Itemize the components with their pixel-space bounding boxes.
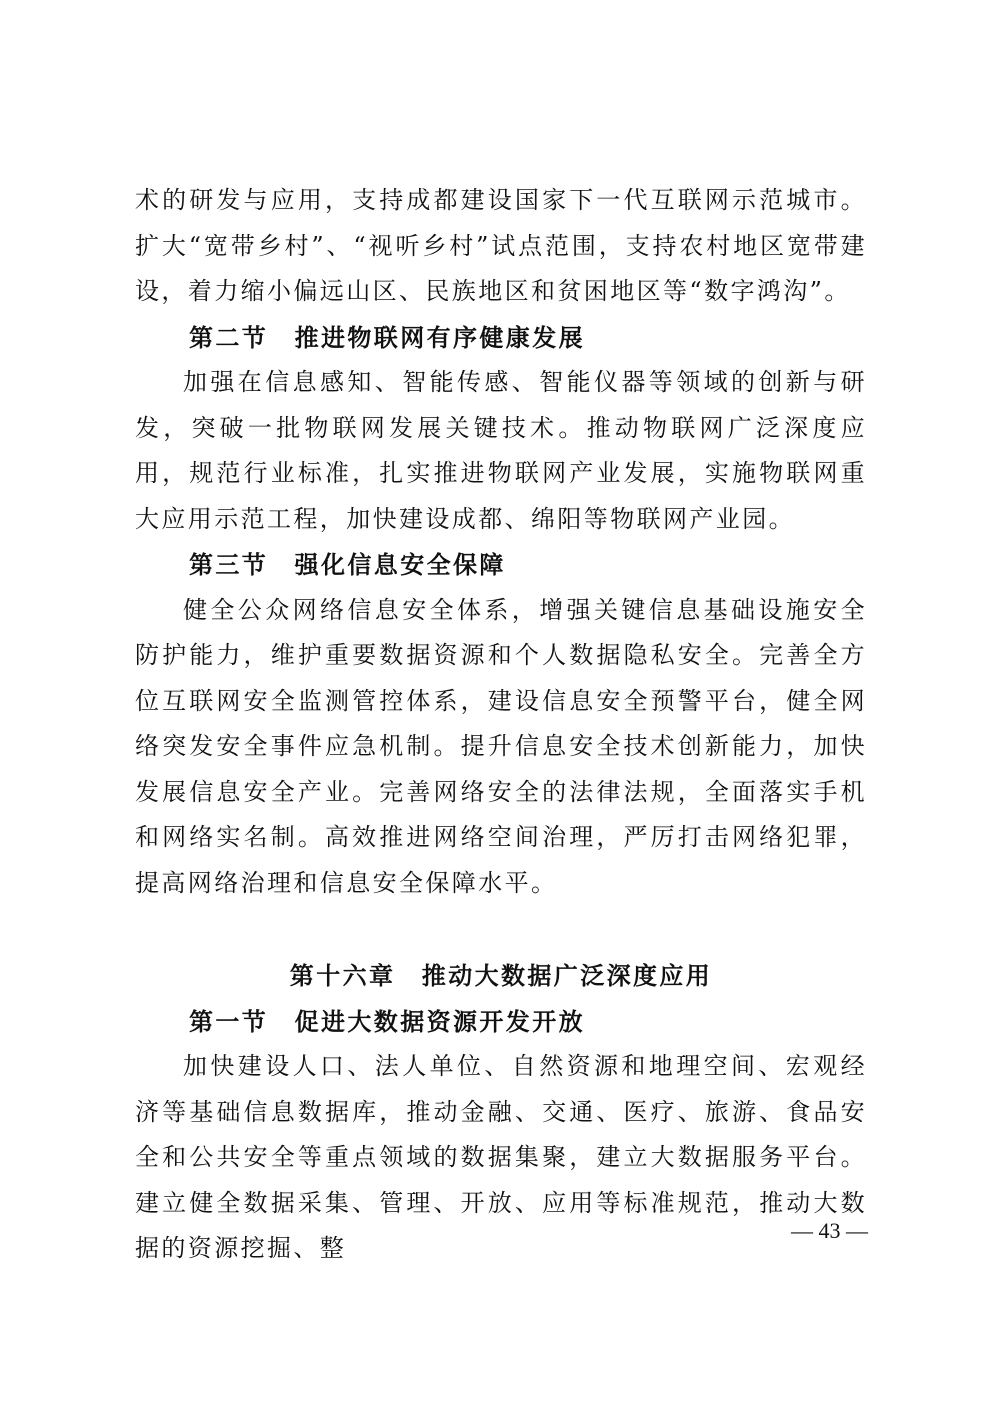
page-body bbox=[135, 178, 867, 1272]
chapter-heading: 第十六章 推动大数据广泛深度应用 bbox=[289, 961, 713, 990]
section-heading: 第三节 强化信息安全保障 bbox=[189, 550, 506, 579]
page-number: — 43 — bbox=[791, 1218, 868, 1243]
body-paragraph: 术的研发与应用，支持成都建设国家下一代互联网示范城市。扩大“宽带乡村”、“视听乡村”试点范围，支持农村地区宽带建设，着力缩小偏远山区、民族地区和贫困地区等“数字鸿沟”。 bbox=[135, 186, 867, 305]
section-heading: 第一节 促进大数据资源开发开放 bbox=[189, 1006, 585, 1036]
section-heading: 第二节 推进物联网有序健康发展 bbox=[189, 322, 585, 352]
body-paragraph: 健全公众网络信息安全体系，增强关键信息基础设施安全防护能力，维护重要数据资源和个人数据隐私安全。完善全方位互联网安全监测管控体系，建设信息安全预警平台，健全网络突发安全事件应急机制。提升信息安全技术创新能力，加快发展信息安全产业。完善网络安全的法律法规，全面落实手机和网络实名制。高效推进网络空间治理，严厉打击网络犯罪，提高网络治理和信息安全保障水平。 bbox=[135, 595, 867, 897]
body-paragraph: 加强在信息感知、智能传感、智能仪器等领域的创新与研发，突破一批物联网发展关键技术。推动物联网广泛深度应用，规范行业标准，扎实推进物联网产业发展，实施物联网重大应用示范工程，加快建设成都、绵阳等物联网产业园。 bbox=[135, 368, 867, 533]
body-paragraph: 加快建设人口、法人单位、自然资源和地理空间、宏观经济等基础信息数据库，推动金融、交通、医疗、旅游、食品安全和公共安全等重点领域的数据集聚，建立大数据服务平台。建立健全数据采集、管理、开放、应用等标准规范，推动大数据的资源挖掘、整 bbox=[135, 1052, 867, 1262]
